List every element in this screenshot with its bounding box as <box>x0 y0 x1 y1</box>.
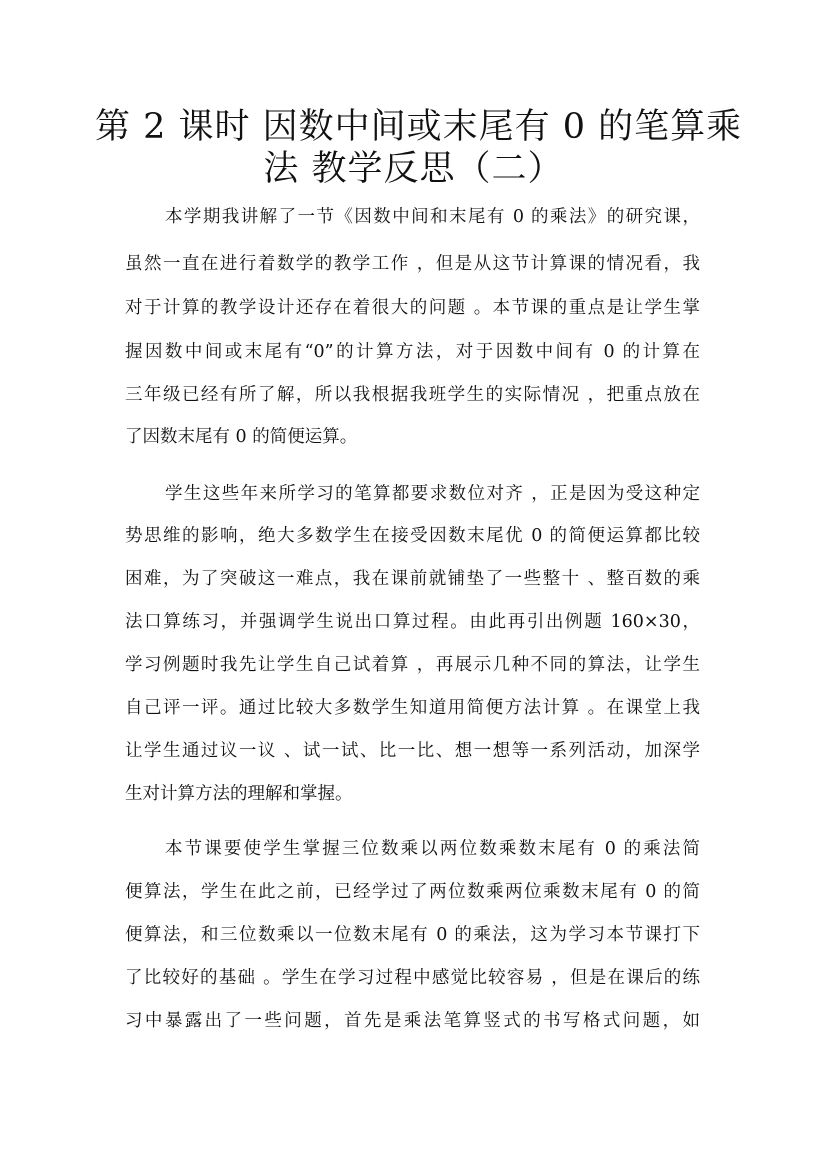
paragraph-1-line-1: 本学期我讲解了一节《因数中间和末尾有 0 的乘法》的研究课， <box>165 207 700 227</box>
document-title-line-1: 第 2 课时 因数中间或末尾有 0 的笔算乘 <box>95 107 743 147</box>
paragraph-3-line-2: 便算法，学生在此之前，已经学过了两位数乘两位乘数末尾有 0 的简 <box>125 882 700 902</box>
paragraph-2-line-2: 势思维的影响，绝大多数学生在接受因数末尾优 0 的简便运算都比较 <box>125 526 700 546</box>
paragraph-1-line-3: 对于计算的教学设计还存在着很大的问题 。本节课的重点是让学生掌 <box>125 298 700 318</box>
paragraph-2-line-3: 困难，为了突破这一难点，我在课前就铺垫了一些整十 、整百数的乘 <box>125 569 700 589</box>
paragraph-1-line-6: 了因数末尾有 0 的简便运算。 <box>125 427 358 447</box>
paragraph-3-line-1: 本节课要使学生掌握三位数乘以两位数乘数末尾有 0 的乘法简 <box>165 839 700 859</box>
paragraph-2-line-5: 学习例题时我先让学生自己试着算 ，再展示几种不同的算法，让学生 <box>125 655 700 675</box>
paragraph-2-line-6: 自己评一评。通过比较大多数学生知道用简便方法计算 。在课堂上我 <box>125 698 700 718</box>
paragraph-1-line-4: 握因数中间或末尾有“0”的计算方法，对于因数中间有 0 的计算在 <box>125 342 700 362</box>
paragraph-3-line-4: 了比较好的基础 。学生在学习过程中感觉比较容易 ，但是在课后的练 <box>125 968 700 988</box>
paragraph-3-line-5: 习中暴露出了一些问题，首先是乘法笔算竖式的书写格式问题，如 <box>125 1011 700 1031</box>
paragraph-1-line-5: 三年级已经有所了解，所以我根据我班学生的实际情况 ，把重点放在 <box>125 385 700 405</box>
paragraph-3-line-3: 便算法，和三位数乘以一位数末尾有 0 的乘法，这为学习本节课打下 <box>125 925 700 945</box>
paragraph-2-line-7: 让学生通过议一议 、试一试、比一比、想一想等一系列活动，加深学 <box>125 741 700 761</box>
paragraph-2-line-4: 法口算练习，并强调学生说出口算过程。由此再引出例题 160×30， <box>125 612 700 632</box>
paragraph-2-line-8: 生对计算方法的理解和掌握。 <box>125 784 353 804</box>
paragraph-1-line-2: 虽然一直在进行着数学的教学工作 ，但是从这节计算课的情况看，我 <box>125 254 700 274</box>
paragraph-2-line-1: 学生这些年来所学习的笔算都要求数位对齐 ，正是因为受这种定 <box>165 484 700 504</box>
document-title-line-2: 法 教学反思（二） <box>263 149 564 189</box>
